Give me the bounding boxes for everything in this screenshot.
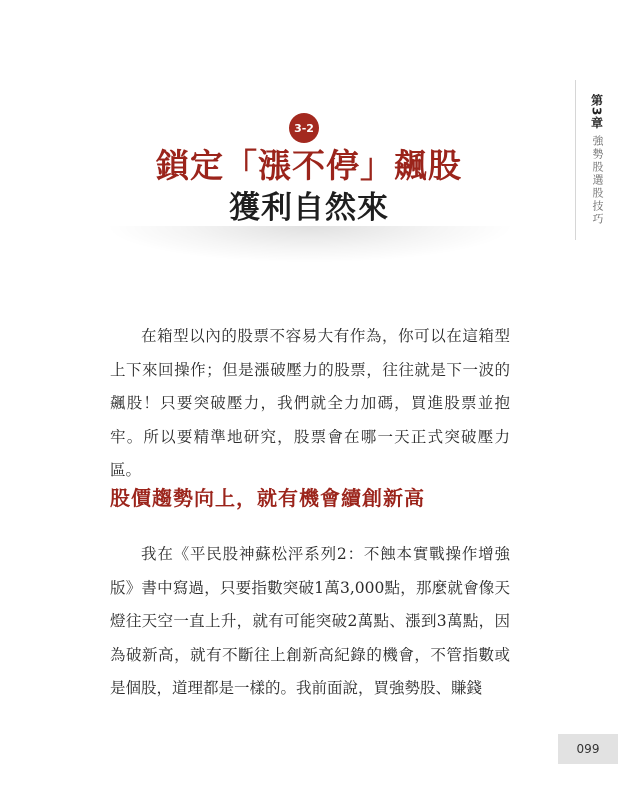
section-title-line2: 獲利自然來 (229, 190, 389, 226)
body-paragraph-2: 我在《平民股神蘇松泙系列2：不蝕本實戰操作增強版》書中寫過，只要指數突破1萬3,000點，那麼就會像天燈往天空一直上升，就有可能突破2萬點、漲到3萬點，因為破新高，就有不斷往上創新高紀錄的機會，不管指數或是個股，道理都是一樣的。我前面說，買強勢股、賺錢 (110, 545, 510, 697)
section-title-line1: 鎖定「漲不停」飆股 (156, 146, 462, 185)
chapter-number: 第3章 (589, 94, 604, 130)
page-number: 099 (558, 734, 618, 764)
title-shadow-decoration (110, 226, 510, 262)
chapter-title: 強勢股選股技巧 (591, 135, 604, 227)
section-badge: 3-2 (289, 113, 319, 143)
subheading: 股價趨勢向上，就有機會續創新高 (110, 486, 425, 510)
body-paragraph-1: 在箱型以內的股票不容易大有作為，你可以在這箱型上下來回操作；但是漲破壓力的股票，往往就是下一波的飆股！只要突破壓力，我們就全力加碼，買進股票並抱牢。所以要精準地研究，股票會在哪一天正式突破壓力區。 (110, 327, 510, 479)
